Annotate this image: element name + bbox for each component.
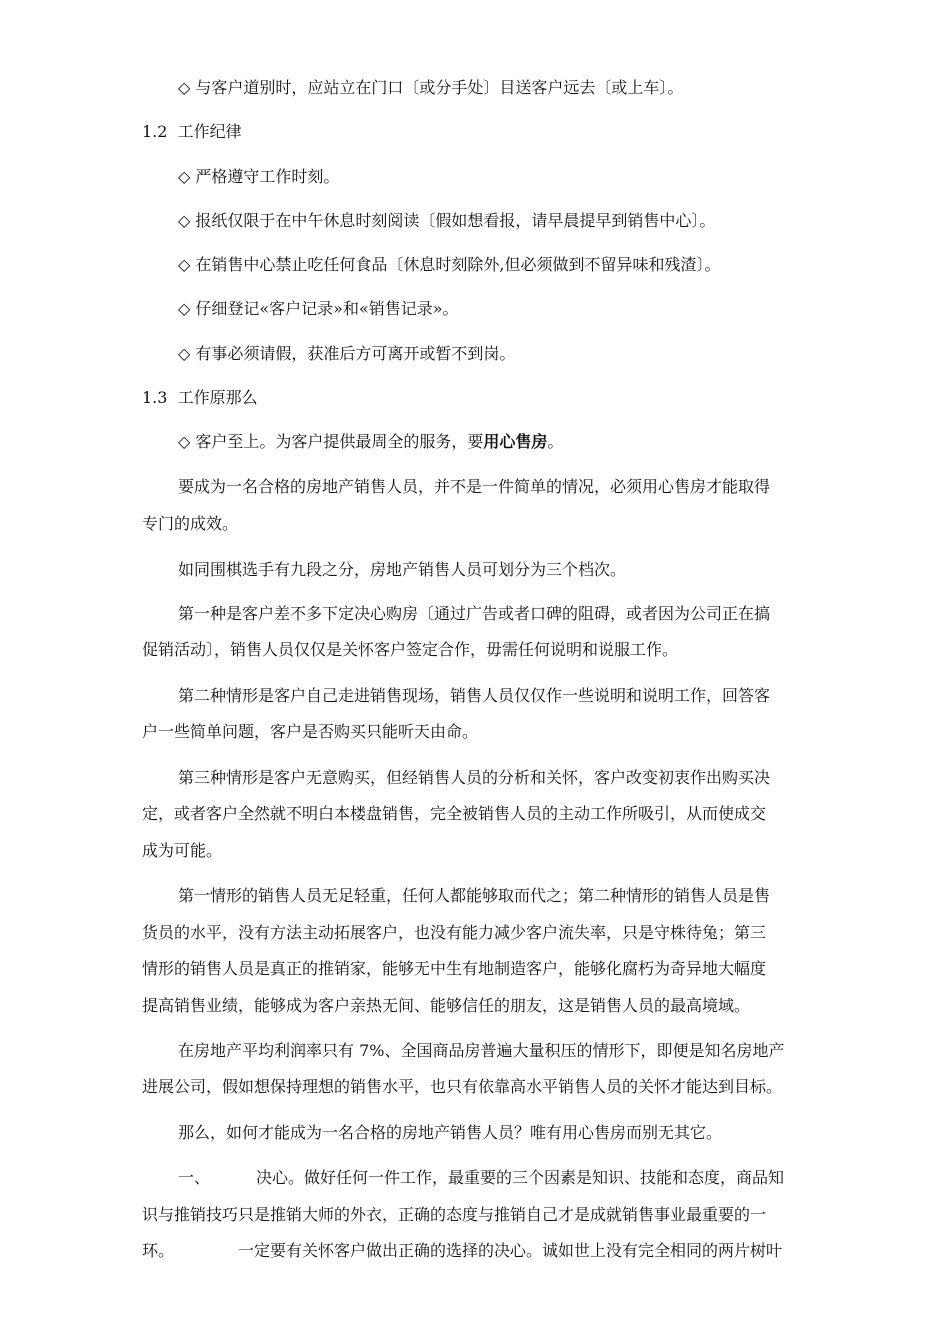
bullet-item: ◇ 严格遵守工作时刻。 [178, 167, 340, 186]
paragraph-text: 环。 [142, 1241, 175, 1260]
paragraph-line: 进展公司，假如想保持理想的销售水平，也只有依靠高水平销售人员的关怀才能达到目标。 [142, 1077, 783, 1096]
paragraph-line: 定，或者客户全然就不明白本楼盘销售，完全被销售人员的主动工作所吸引，从而使成交 [142, 804, 767, 823]
numbered-paragraph-line [178, 1168, 784, 1188]
section-number: 1.2 [142, 122, 168, 141]
bullet-item: ◇ 报纸仅限于在中午休息时刻阅读〔假如想看报，请早晨提早到销售中心〕。 [178, 211, 716, 230]
list-number: 一、 [178, 1168, 211, 1187]
paragraph-line: 在房地产平均利润率只有 7%、全国商品房普遍大量积压的情形下，即便是知名房地产 [178, 1041, 785, 1060]
paragraph-line: 货员的水平，没有方法主动拓展客户，也没有能力减少客户流失率，只是守株待兔；第三 [142, 923, 767, 942]
paragraph-line: 第一种是客户差不多下定决心购房〔通过广告或者口碑的阻碍，或者因为公司正在搞 [178, 604, 771, 623]
bullet-text-end: 。 [547, 432, 564, 451]
paragraph-line: 第二种情形是客户自己走进销售现场，销售人员仅仅作一些说明和说明工作，回答客 [178, 686, 771, 705]
paragraph-text: 一定要有关怀客户做出正确的选择的决心。诚如世上没有完全相同的两片树叶 [238, 1241, 783, 1260]
paragraph-line: 第一情形的销售人员无足轻重，任何人都能够取而代之；第二种情形的销售人员是售 [178, 886, 771, 905]
paragraph-line [142, 1241, 782, 1261]
paragraph-line: 识与推销技巧只是推销大师的外衣，正确的态度与推销自己才是成就销售事业最重要的一 [142, 1205, 767, 1224]
section-number: 1.3 [142, 388, 168, 407]
bullet-item: ◇ 仔细登记«客户记录»和«销售记录»。 [178, 299, 459, 318]
paragraph-text: 决心。做好任何一件工作，最重要的三个因素是知识、技能和态度，商品知 [256, 1168, 785, 1187]
paragraph-line: 情形的销售人员是真正的推销家，能够无中生有地制造客户，能够化腐朽为奇异地大幅度 [142, 959, 767, 978]
paragraph-line: 成为可能。 [142, 841, 223, 860]
section-heading-1-2 [142, 122, 242, 142]
paragraph-line: 专门的成效。 [142, 514, 239, 533]
bullet-item: ◇ 有事必须请假，获准后方可离开或暂不到岗。 [178, 344, 516, 363]
paragraph-line: 那么，如何才能成为一名合格的房地产销售人员？唯有用心售房而别无其它。 [178, 1123, 723, 1142]
bullet-customer-first [178, 432, 563, 452]
paragraph-line: 提高销售业绩，能够成为客户亲热无间、能够信任的朋友，这是销售人员的最高境域。 [142, 996, 751, 1015]
bullet-item: ◇ 在销售中心禁止吃任何食品〔休息时刻除外,但必须做到不留异味和残渣〕。 [178, 255, 721, 274]
bullet-farewell: ◇ 与客户道别时，应站立在门口〔或分手处〕目送客户远去〔或上车〕。 [178, 78, 684, 97]
paragraph-line: 如同围棋选手有九段之分，房地产销售人员可划分为三个档次。 [178, 560, 627, 579]
paragraph-line: 促销活动〕，销售人员仅仅是关怀客户签定合作，毋需任何说明和说服工作。 [142, 640, 679, 659]
bullet-emphasis: 用心售房 [483, 432, 548, 451]
section-title: 工作原那么 [177, 388, 258, 407]
paragraph-line: 第三种情形是客户无意购买，但经销售人员的分析和关怀，客户改变初衷作出购买决 [178, 768, 771, 787]
bullet-text: ◇ 客户至上。为客户提供最周全的服务，要 [178, 432, 484, 451]
section-title: 工作纪律 [177, 122, 242, 141]
paragraph-line: 户一些简单问题，客户是否购买只能听天由命。 [142, 722, 479, 741]
paragraph-line: 要成为一名合格的房地产销售人员，并不是一件简单的情况，必须用心售房才能取得 [178, 477, 771, 496]
section-heading-1-3 [142, 388, 258, 408]
